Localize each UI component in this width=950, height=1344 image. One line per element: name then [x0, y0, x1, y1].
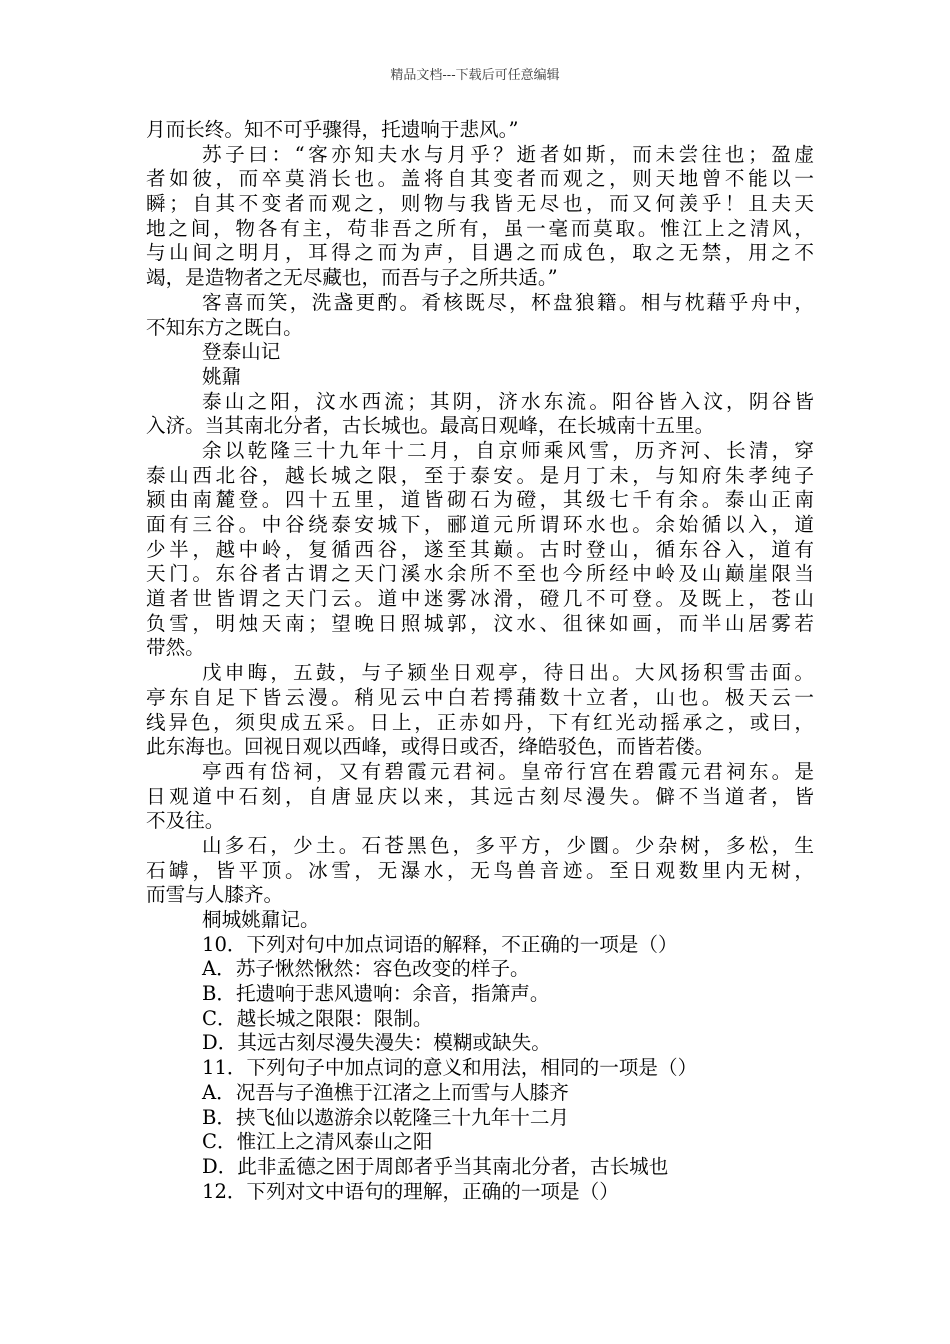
text-line: 亭东自足下皆云漫。稍见云中白若摴蒱数十立者，山也。极天云一	[146, 685, 814, 709]
text-line: 戊申晦，五鼓，与子颍坐日观亭，待日出。大风扬积雪击面。	[202, 661, 814, 685]
page-header: 精品文档---下载后可任意编辑	[390, 68, 560, 83]
option-line: B．托遗响于悲风遗响：余音，指箫声。	[202, 982, 550, 1006]
question-line: 11．下列句子中加点词的意义和用法，相同的一项是（）	[202, 1056, 698, 1080]
text-line: 不及往。	[146, 809, 225, 833]
text-line: 地之间，物各有主，苟非吾之所有，虽一毫而莫取。惟江上之清风，	[146, 216, 814, 240]
option-line: D．其远古刻尽漫失漫失：模糊或缺失。	[202, 1031, 551, 1055]
option-line: A．况吾与子渔樵于江渚之上而雪与人膝齐	[202, 1080, 569, 1104]
text-line: 而雪与人膝齐。	[146, 883, 284, 907]
text-line: 日观道中石刻，自唐显庆以来，其远古刻尽漫失。僻不当道者，皆	[146, 784, 814, 808]
text-line: 竭，是造物者之无尽藏也，而吾与子之所共适。”	[146, 266, 558, 290]
option-line: A．苏子愀然愀然：容色改变的样子。	[202, 957, 530, 981]
option-line: C．越长城之限限：限制。	[202, 1006, 433, 1030]
text-line: 道者世皆谓之天门云。道中迷雾冰滑，磴几不可登。及既上，苍山	[146, 587, 814, 611]
text-line: 颍由南麓登。四十五里，道皆砌石为磴，其级七千有余。泰山正南	[146, 488, 814, 512]
document-body	[146, 118, 814, 1204]
text-line: 此东海也。回视日观以西峰，或得日或否，绛皓驳色，而皆若偻。	[146, 735, 715, 759]
text-line: 负雪，明烛天南；望晚日照城郭，汶水、徂徕如画，而半山居雾若	[146, 611, 814, 635]
text-line: 桐城姚鼐记。	[202, 908, 320, 931]
option-line: B．挟飞仙以遨游余以乾隆三十九年十二月	[202, 1105, 570, 1129]
text-line: 不知东方之既白。	[146, 315, 303, 339]
text-line: 瞬；自其不变者而观之，则物与我皆无尽也，而又何羡乎！且夫天	[146, 192, 814, 216]
text-line: 苏子曰：“客亦知夫水与月乎？逝者如斯，而未尝往也；盈虚	[202, 142, 814, 166]
text-line: 泰山西北谷，越长城之限，至于泰安。是月丁未，与知府朱孝纯子	[146, 463, 814, 487]
question-line: 10．下列对句中加点词语的解释，不正确的一项是（）	[202, 932, 678, 956]
text-line: 月而长终。知不可乎骤得，托遗响于悲风。”	[146, 118, 519, 141]
text-line: 少半，越中岭，复循西谷，遂至其巅。古时登山，循东谷入，道有	[146, 537, 814, 561]
text-line: 余以乾隆三十九年十二月，自京师乘风雪，历齐河、长清，穿	[202, 438, 814, 462]
text-line: 亭西有岱祠，又有碧霞元君祠。皇帝行宫在碧霞元君祠东。是	[202, 759, 814, 783]
text-line: 者如彼，而卒莫消长也。盖将自其变者而观之，则天地曾不能以一	[146, 167, 814, 191]
text-line: 泰山之阳，汶水西流；其阴，济水东流。阳谷皆入汶，阴谷皆	[202, 389, 814, 413]
option-line: D．此非孟德之困于周郎者乎当其南北分者，古长城也	[202, 1154, 669, 1178]
option-line: C．惟江上之清风泰山之阳	[202, 1130, 433, 1154]
text-line: 客喜而笑，洗盏更酌。肴核既尽，杯盘狼籍。相与枕藉乎舟中，	[202, 290, 814, 314]
text-line: 入济。当其南北分者，古长城也。最高日观峰，在长城南十五里。	[146, 414, 715, 438]
text-line: 石罅，皆平顶。冰雪，无瀑水，无鸟兽音迹。至日观数里内无树，	[146, 858, 814, 882]
text-line: 山多石，少土。石苍黑色，多平方，少圜。少杂树，多松，生	[202, 833, 814, 857]
article-author: 姚鼐	[202, 364, 242, 388]
text-line: 面有三谷。中谷绕泰安城下，郦道元所谓环水也。余始循以入，道	[146, 513, 814, 536]
text-line: 与山间之明月，耳得之而为声，目遇之而成色，取之无禁，用之不	[146, 241, 814, 265]
text-line: 天门。东谷者古谓之天门溪水余所不至也今所经中岭及山巅崖限当	[146, 562, 814, 586]
article-title: 登泰山记	[202, 340, 281, 364]
question-line: 12．下列对文中语句的理解，正确的一项是（）	[202, 1179, 619, 1203]
text-line: 带然。	[146, 636, 205, 660]
text-line: 线异色，须臾成五采。日上，正赤如丹，下有红光动摇承之，或曰，	[146, 710, 814, 734]
